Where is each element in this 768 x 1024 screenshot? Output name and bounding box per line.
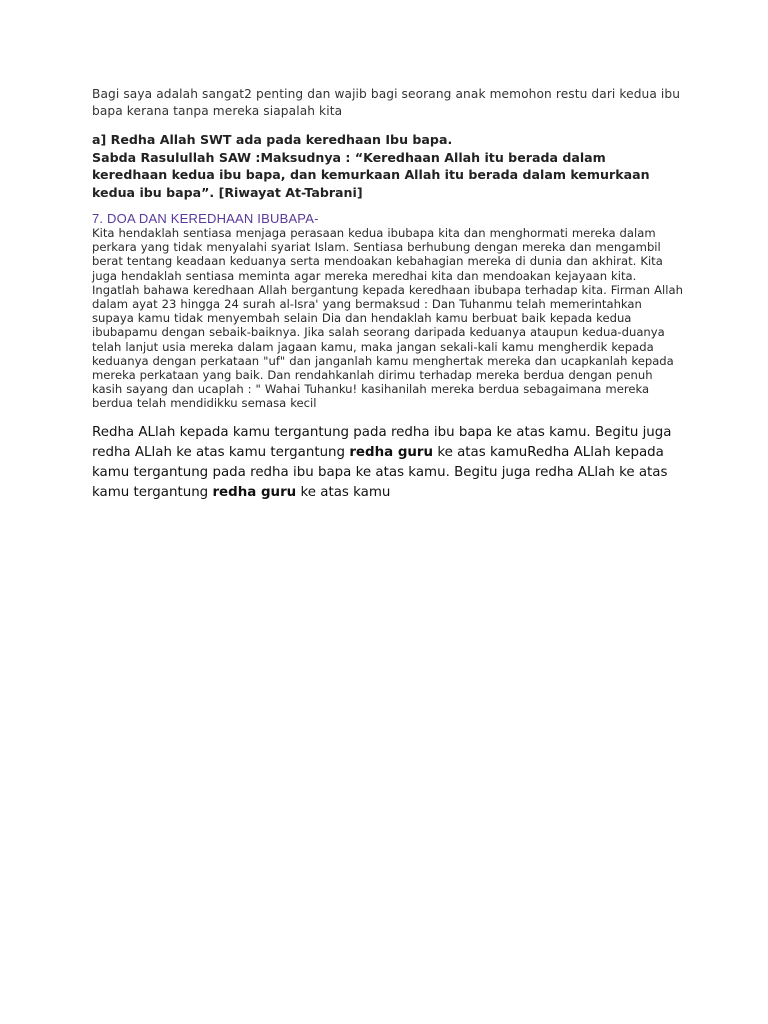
document-page <box>92 86 684 503</box>
intro-paragraph: Bagi saya adalah sangat2 penting dan wajib bagi seorang anak memohon restu dari kedua ibu bapa kerana tanpa mereka siapalah kita <box>92 87 681 118</box>
closing-bold-2: redha guru <box>212 484 297 500</box>
closing-paragraph <box>92 423 684 503</box>
point-a-block <box>92 131 684 201</box>
point-a-title: a] Redha Allah SWT ada pada keredhaan Ibu bapa. <box>92 132 453 147</box>
closing-text-2: ke atas kamuRedha ALlah kepada kamu tergantung pada redha ibu bapa ke atas kamu. Begitu juga redha ALlah ke atas kamu tergantung <box>92 444 668 500</box>
closing-text-3: ke atas kamu <box>296 484 391 500</box>
section-7-heading: 7. DOA DAN KEREDHAAN IBUBAPA- <box>92 211 319 226</box>
point-a-quote: Sabda Rasulullah SAW :Maksudnya : “Keredhaan Allah itu berada dalam keredhaan kedua ibu bapa, dan kemurkaan Allah itu berada dalam kemurkaan kedua ibu bapa”. [Riwayat At-Tabrani] <box>92 149 650 200</box>
closing-bold-1: redha guru <box>349 444 434 460</box>
closing-text-1: Redha ALlah kepada kamu tergantung pada redha ibu bapa ke atas kamu. Begitu juga redha ALlah ke atas kamu tergantung <box>92 424 672 460</box>
section-7-body: Kita hendaklah sentiasa menjaga perasaan kedua ibubapa kita dan menghormati mereka dalam perkara yang tidak menyalahi syariat Islam. Sentiasa berhubung dengan mereka dan mengambil berat tentang keadaan keduanya serta mendoakan kebahagian mereka di dunia dan akhirat. Kita juga hendaklah sentiasa meminta agar mereka meredhai kita dan mendoakan kejayaan kita. Ingatlah bahawa keredhaan Allah bergantung kepada keredhaan ibubapa terhadap kita. Firman Allah dalam ayat 23 hingga 24 surah al-Isra' yang bermaksud : Dan Tuhanmu telah memerintahkan supaya kamu tidak menyembah selain Dia dan hendaklah kamu berbuat baik kepada kedua ibubapamu dengan sebaik-baiknya. Jika salah seorang daripada keduanya ataupun kedua-duanya telah lanjut usia mereka dalam jagaan kamu, maka jangan sekali-kali kamu mengherdik kepada keduanya dengan perkataan "uf" dan janganlah kamu menghertak mereka dan ucapkanlah kepada mereka perkataan yang baik. Dan rendahkanlah dirimu terhadap mereka berdua dengan penuh kasih sayang dan ucaplah : " Wahai Tuhanku! kasihanilah mereka berdua sebagaimana mereka berdua telah mendidikku semasa kecil <box>92 226 683 411</box>
